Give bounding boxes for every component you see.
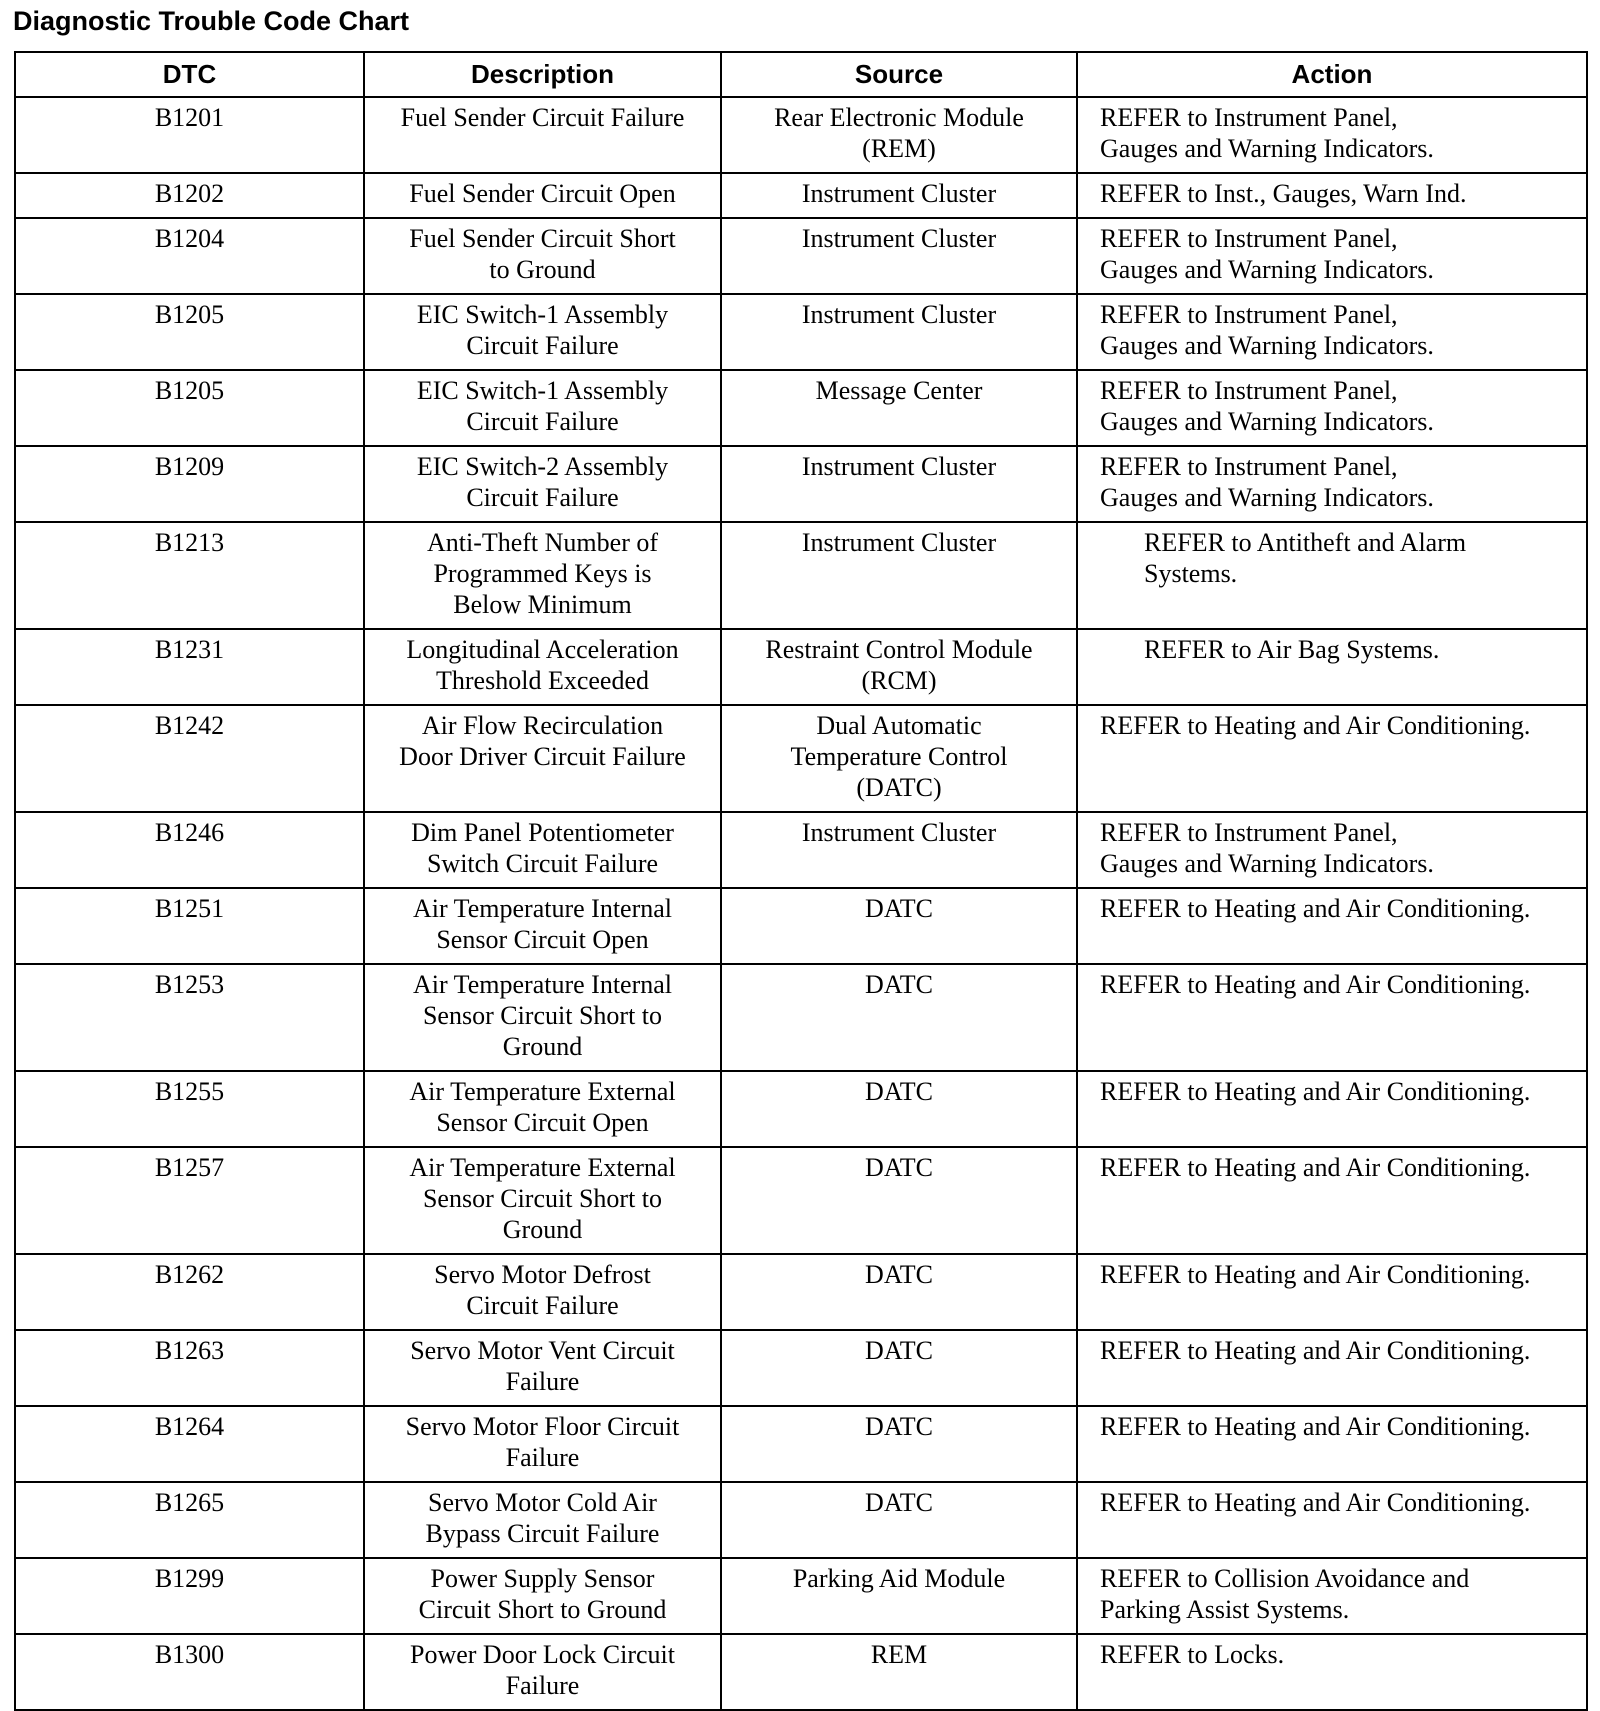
table-row xyxy=(15,1147,1587,1254)
cell-source xyxy=(721,1071,1077,1147)
cell-action-line: REFER to Locks. xyxy=(1100,1640,1285,1669)
cell-description-line: Air Flow Recirculation xyxy=(421,711,664,740)
cell-source-line: Instrument Cluster xyxy=(801,452,997,481)
cell-dtc: B1246 xyxy=(15,812,364,888)
cell-action xyxy=(1077,705,1587,812)
cell-dtc: B1263 xyxy=(15,1330,364,1406)
cell-description-line: Air Temperature External xyxy=(409,1153,676,1182)
cell-description-line: Servo Motor Floor Circuit xyxy=(405,1412,680,1441)
cell-source xyxy=(721,888,1077,964)
cell-dtc: B1253 xyxy=(15,964,364,1071)
cell-action xyxy=(1077,888,1587,964)
cell-dtc: B1205 xyxy=(15,370,364,446)
table-row xyxy=(15,1482,1587,1558)
cell-action xyxy=(1077,1558,1587,1634)
cell-source-line: DATC xyxy=(865,1336,933,1365)
header-row xyxy=(15,52,1587,97)
cell-source xyxy=(721,1330,1077,1406)
cell-description-line: Power Supply Sensor xyxy=(430,1564,655,1593)
cell-action-line: Parking Assist Systems. xyxy=(1100,1595,1350,1624)
cell-description-line: Ground xyxy=(502,1032,583,1061)
cell-description-line: Ground xyxy=(502,1215,583,1244)
cell-action xyxy=(1077,522,1587,629)
cell-source-line: DATC xyxy=(865,1412,933,1441)
cell-source-line: Temperature Control xyxy=(790,742,1008,771)
cell-action-line: REFER to Inst., Gauges, Warn Ind. xyxy=(1100,179,1467,208)
page-title: Diagnostic Trouble Code Chart xyxy=(13,6,410,36)
table-row xyxy=(15,1071,1587,1147)
cell-action-line: REFER to Air Bag Systems. xyxy=(1144,635,1440,664)
cell-description-line: Servo Motor Defrost xyxy=(434,1260,651,1289)
dtc-table xyxy=(14,51,1588,1711)
cell-source-line: Restraint Control Module xyxy=(765,635,1033,664)
table-row xyxy=(15,888,1587,964)
cell-dtc: B1299 xyxy=(15,1558,364,1634)
cell-dtc: B1202 xyxy=(15,173,364,218)
cell-source-line: DATC xyxy=(865,970,933,999)
cell-source-line: DATC xyxy=(865,1153,933,1182)
cell-description-line: Failure xyxy=(505,1367,580,1396)
cell-description xyxy=(364,446,721,522)
cell-description-line: Fuel Sender Circuit Short xyxy=(409,224,676,253)
cell-description-line: Circuit Short to Ground xyxy=(418,1595,667,1624)
cell-description-line: Circuit Failure xyxy=(466,331,619,360)
table-row xyxy=(15,629,1587,705)
cell-action-line: REFER to Heating and Air Conditioning. xyxy=(1100,1260,1531,1289)
table-row xyxy=(15,446,1587,522)
cell-action-line: REFER to Heating and Air Conditioning. xyxy=(1100,711,1531,740)
cell-description-line: Longitudinal Acceleration xyxy=(406,635,679,664)
cell-description-line: EIC Switch-2 Assembly xyxy=(416,452,669,481)
cell-description-line: Power Door Lock Circuit xyxy=(409,1640,675,1669)
cell-action xyxy=(1077,629,1587,705)
cell-source-line: DATC xyxy=(865,894,933,923)
cell-action-line: REFER to Heating and Air Conditioning. xyxy=(1100,1153,1531,1182)
cell-description-line: Circuit Failure xyxy=(466,407,619,436)
cell-action-line: Gauges and Warning Indicators. xyxy=(1100,331,1434,360)
cell-source xyxy=(721,522,1077,629)
cell-dtc: B1231 xyxy=(15,629,364,705)
cell-action xyxy=(1077,446,1587,522)
table-row xyxy=(15,173,1587,218)
cell-action-line: Gauges and Warning Indicators. xyxy=(1100,483,1434,512)
cell-source xyxy=(721,1406,1077,1482)
cell-description xyxy=(364,97,721,173)
cell-action xyxy=(1077,1634,1587,1710)
cell-description xyxy=(364,294,721,370)
cell-description-line: Fuel Sender Circuit Open xyxy=(409,179,676,208)
cell-description-line: Programmed Keys is xyxy=(433,559,652,588)
cell-action-line: Systems. xyxy=(1144,559,1238,588)
cell-description-line: Servo Motor Cold Air xyxy=(428,1488,657,1517)
cell-description-line: Circuit Failure xyxy=(466,1291,619,1320)
cell-description xyxy=(364,705,721,812)
cell-description-line: Door Driver Circuit Failure xyxy=(399,742,686,771)
cell-source xyxy=(721,1634,1077,1710)
cell-source xyxy=(721,97,1077,173)
table-row xyxy=(15,964,1587,1071)
cell-description-line: Fuel Sender Circuit Failure xyxy=(400,103,685,132)
cell-action-line: REFER to Instrument Panel, xyxy=(1100,376,1398,405)
cell-action-line: REFER to Collision Avoidance and xyxy=(1100,1564,1470,1593)
cell-action-line: REFER to Instrument Panel, xyxy=(1100,300,1398,329)
cell-source xyxy=(721,629,1077,705)
cell-action-line: REFER to Heating and Air Conditioning. xyxy=(1100,1077,1531,1106)
cell-description-line: Sensor Circuit Open xyxy=(436,1108,649,1137)
cell-dtc: B1262 xyxy=(15,1254,364,1330)
cell-action-line: Gauges and Warning Indicators. xyxy=(1100,849,1434,878)
cell-description-line: Failure xyxy=(505,1671,580,1700)
cell-source-line: DATC xyxy=(865,1260,933,1289)
cell-source-line: Dual Automatic xyxy=(816,711,982,740)
cell-action-line: REFER to Instrument Panel, xyxy=(1100,818,1398,847)
cell-source xyxy=(721,1147,1077,1254)
cell-source-line: Instrument Cluster xyxy=(801,224,997,253)
cell-action xyxy=(1077,97,1587,173)
cell-source xyxy=(721,370,1077,446)
cell-source xyxy=(721,1558,1077,1634)
cell-source-line: DATC xyxy=(865,1488,933,1517)
cell-description-line: Threshold Exceeded xyxy=(436,666,649,695)
cell-description-line: Dim Panel Potentiometer xyxy=(411,818,674,847)
cell-action-line: REFER to Antitheft and Alarm xyxy=(1144,528,1467,557)
cell-action xyxy=(1077,1330,1587,1406)
cell-action xyxy=(1077,294,1587,370)
cell-action xyxy=(1077,218,1587,294)
cell-dtc: B1209 xyxy=(15,446,364,522)
table-row xyxy=(15,218,1587,294)
cell-description xyxy=(364,1634,721,1710)
cell-action-line: REFER to Instrument Panel, xyxy=(1100,103,1398,132)
cell-source xyxy=(721,1254,1077,1330)
cell-description-line: Circuit Failure xyxy=(466,483,619,512)
table-row xyxy=(15,705,1587,812)
cell-source xyxy=(721,812,1077,888)
cell-source-line: Instrument Cluster xyxy=(801,528,997,557)
cell-source-line: (DATC) xyxy=(856,773,942,802)
cell-action-line: REFER to Heating and Air Conditioning. xyxy=(1100,1488,1531,1517)
table-row xyxy=(15,522,1587,629)
cell-description-line: EIC Switch-1 Assembly xyxy=(416,300,669,329)
cell-dtc: B1242 xyxy=(15,705,364,812)
cell-action xyxy=(1077,1482,1587,1558)
cell-description-line: to Ground xyxy=(489,255,596,284)
cell-source-line: Instrument Cluster xyxy=(801,179,997,208)
table-body xyxy=(15,97,1587,1710)
cell-description-line: Sensor Circuit Short to xyxy=(422,1184,663,1213)
cell-source-line: Message Center xyxy=(815,376,983,405)
table-row xyxy=(15,812,1587,888)
table-row xyxy=(15,1558,1587,1634)
cell-source-line: Instrument Cluster xyxy=(801,300,997,329)
cell-description xyxy=(364,218,721,294)
cell-dtc: B1257 xyxy=(15,1147,364,1254)
cell-dtc: B1265 xyxy=(15,1482,364,1558)
cell-action xyxy=(1077,1071,1587,1147)
cell-action-line: Gauges and Warning Indicators. xyxy=(1100,134,1434,163)
column-header-dtc: DTC xyxy=(15,52,364,97)
cell-dtc: B1300 xyxy=(15,1634,364,1710)
cell-action xyxy=(1077,173,1587,218)
cell-dtc: B1251 xyxy=(15,888,364,964)
cell-action-line: REFER to Heating and Air Conditioning. xyxy=(1100,1336,1531,1365)
cell-description xyxy=(364,173,721,218)
cell-source-line: Parking Aid Module xyxy=(792,1564,1006,1593)
table-row xyxy=(15,294,1587,370)
cell-dtc: B1204 xyxy=(15,218,364,294)
column-header-description: Description xyxy=(364,52,721,97)
table-row xyxy=(15,97,1587,173)
cell-action xyxy=(1077,964,1587,1071)
cell-description-line: Sensor Circuit Short to xyxy=(422,1001,663,1030)
cell-description xyxy=(364,629,721,705)
cell-action-line: REFER to Instrument Panel, xyxy=(1100,224,1398,253)
cell-description xyxy=(364,964,721,1071)
cell-dtc: B1201 xyxy=(15,97,364,173)
cell-description-line: Switch Circuit Failure xyxy=(426,849,659,878)
cell-description-line: Air Temperature Internal xyxy=(412,970,673,999)
cell-description-line: Anti-Theft Number of xyxy=(426,528,659,557)
cell-source xyxy=(721,294,1077,370)
cell-description xyxy=(364,1482,721,1558)
cell-action xyxy=(1077,812,1587,888)
cell-description xyxy=(364,888,721,964)
cell-source xyxy=(721,1482,1077,1558)
cell-action-line: REFER to Instrument Panel, xyxy=(1100,452,1398,481)
cell-source-line: (RCM) xyxy=(861,666,937,695)
cell-action xyxy=(1077,1147,1587,1254)
cell-action-line: REFER to Heating and Air Conditioning. xyxy=(1100,1412,1531,1441)
cell-source xyxy=(721,218,1077,294)
cell-action xyxy=(1077,370,1587,446)
cell-description xyxy=(364,1147,721,1254)
cell-source-line: REM xyxy=(870,1640,928,1669)
cell-description xyxy=(364,1406,721,1482)
cell-action xyxy=(1077,1406,1587,1482)
cell-description-line: Air Temperature External xyxy=(409,1077,676,1106)
cell-description xyxy=(364,1558,721,1634)
cell-action xyxy=(1077,1254,1587,1330)
cell-action-line: REFER to Heating and Air Conditioning. xyxy=(1100,894,1531,923)
cell-source-line: DATC xyxy=(865,1077,933,1106)
column-header-action: Action xyxy=(1077,52,1587,97)
cell-dtc: B1255 xyxy=(15,1071,364,1147)
cell-source xyxy=(721,964,1077,1071)
table-row xyxy=(15,1254,1587,1330)
table-row xyxy=(15,1634,1587,1710)
cell-source xyxy=(721,173,1077,218)
cell-source-line: Instrument Cluster xyxy=(801,818,997,847)
cell-description-line: Bypass Circuit Failure xyxy=(425,1519,660,1548)
cell-description xyxy=(364,1254,721,1330)
cell-description xyxy=(364,370,721,446)
cell-action-line: REFER to Heating and Air Conditioning. xyxy=(1100,970,1531,999)
cell-source-line: Rear Electronic Module xyxy=(774,103,1024,132)
cell-description-line: Failure xyxy=(505,1443,580,1472)
cell-action-line: Gauges and Warning Indicators. xyxy=(1100,407,1434,436)
cell-description xyxy=(364,522,721,629)
cell-source xyxy=(721,705,1077,812)
cell-description-line: Servo Motor Vent Circuit xyxy=(410,1336,675,1365)
cell-description-line: Air Temperature Internal xyxy=(412,894,673,923)
cell-description-line: EIC Switch-1 Assembly xyxy=(416,376,669,405)
cell-description xyxy=(364,812,721,888)
cell-source-line: (REM) xyxy=(862,134,936,163)
table-row xyxy=(15,1406,1587,1482)
table-row xyxy=(15,1330,1587,1406)
cell-dtc: B1213 xyxy=(15,522,364,629)
cell-description-line: Sensor Circuit Open xyxy=(436,925,649,954)
cell-source xyxy=(721,446,1077,522)
cell-action-line: Gauges and Warning Indicators. xyxy=(1100,255,1434,284)
cell-description xyxy=(364,1330,721,1406)
cell-dtc: B1264 xyxy=(15,1406,364,1482)
cell-description-line: Below Minimum xyxy=(453,590,632,619)
table-row xyxy=(15,370,1587,446)
cell-dtc: B1205 xyxy=(15,294,364,370)
cell-description xyxy=(364,1071,721,1147)
column-header-source: Source xyxy=(721,52,1077,97)
